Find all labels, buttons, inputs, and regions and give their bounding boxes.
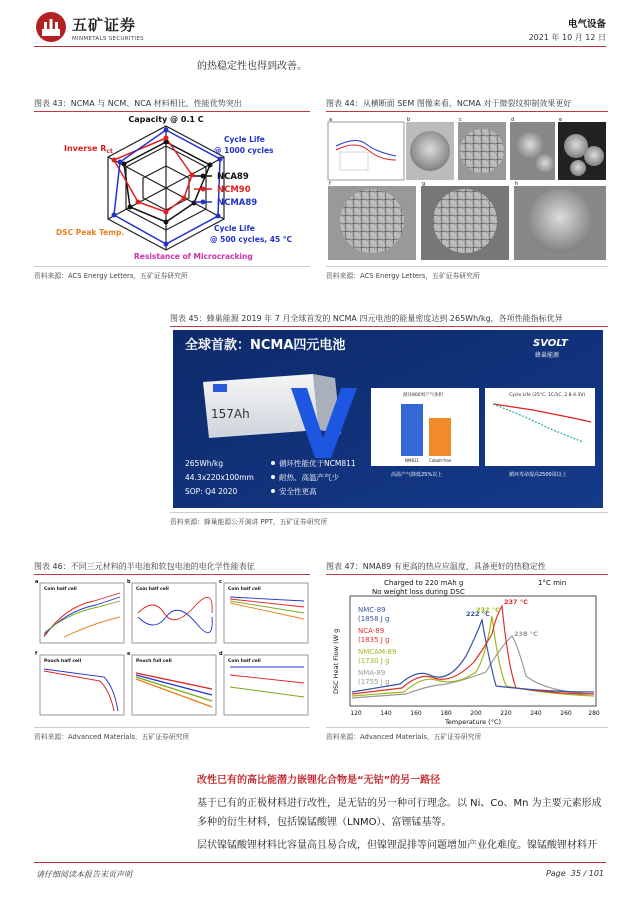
svg-text:f: f <box>35 651 38 657</box>
svg-text:232 °C: 232 °C <box>476 606 500 614</box>
svg-text:No weight loss during DSC: No weight loss during DSC <box>372 588 465 596</box>
svg-text:Temperature (°C): Temperature (°C) <box>444 718 502 726</box>
svg-text:NM811: NM811 <box>405 458 420 463</box>
fig45-caption: 图表 45：蜂巢能源 2019 年 7 月全球首发的 NCMA 四元电池的能量密度达到 265Wh/kg，各项性能指标优异 <box>170 314 563 323</box>
svg-text:222 °C: 222 °C <box>466 610 490 618</box>
svg-text:(1730 J g: (1730 J g <box>358 657 390 665</box>
footer-disclaimer: 请仔细阅读本报告末页声明 <box>36 870 132 879</box>
company-logo <box>34 10 68 44</box>
svg-text:NMA-89: NMA-89 <box>358 669 386 677</box>
svg-text:Pouch half cell: Pouch half cell <box>44 659 82 664</box>
axis-cycle-life-1000a: Cycle Life <box>224 135 265 144</box>
para1-line1: 基于已有的正极材料进行改性，是无钴的另一种可行理念。以 Ni、Co、Mn 为主要元素形成 <box>197 798 602 809</box>
svg-text:238 °C: 238 °C <box>514 630 538 638</box>
fig44-sem-images <box>326 116 608 262</box>
brand-name: 五矿证券 <box>72 16 137 34</box>
svg-text:循环寿命提高2500周以上: 循环寿命提高2500周以上 <box>509 472 567 478</box>
axis-microcracking: Resistance of Microcracking <box>134 252 253 261</box>
svg-text:NMC-89: NMC-89 <box>358 606 386 614</box>
svg-text:Cycle Life (25°C, 1C/1C, 2.8-4: Cycle Life (25°C, 1C/1C, 2.8-4.3V) <box>509 393 586 398</box>
para2-line1: 层状镍锰酸锂材料比容量高且易合成，但镍锂混排等问题增加产业化难度。镍锰酸锂材料开 <box>197 840 597 851</box>
svg-text:Coin half cell: Coin half cell <box>228 659 261 664</box>
page-number: Page 35 / 101 <box>545 869 604 878</box>
svg-text:NCA-89: NCA-89 <box>358 627 385 635</box>
svg-text:140: 140 <box>380 710 392 717</box>
svg-text:(1835 J g: (1835 J g <box>358 636 390 644</box>
svg-text:c: c <box>459 117 462 123</box>
svg-text:DSC Heat Flow (W g: DSC Heat Flow (W g <box>332 628 340 694</box>
fig45-slide <box>173 330 603 508</box>
fig46-caption: 图表 46：不同三元材料的半电池和软包电池的电化学性能表征 <box>34 562 255 571</box>
svg-text:e: e <box>127 651 131 657</box>
axis-dsc-peak: DSC Peak Temp. <box>56 228 125 237</box>
svg-text:g: g <box>422 181 426 187</box>
fig45-caption-line <box>170 326 608 327</box>
axis-capacity: Capacity @ 0.1 C <box>128 115 204 124</box>
svg-text:NCA89: NCA89 <box>217 172 249 182</box>
axis-inverse-rct: Inverse $R_{ct}$ <box>64 144 113 155</box>
axis-cycle-life-500b: @ 500 cycles, 45 °C <box>210 235 293 244</box>
fig47-caption: 图表 47：NMA89 有更高的热应应温度，具备更好的热稳定性 <box>326 562 546 571</box>
svg-text:耐热、高温产气少: 耐热、高温产气少 <box>279 473 339 482</box>
svg-text:b: b <box>127 579 131 585</box>
fig43-legend <box>194 172 257 208</box>
fig47-source-line <box>326 727 608 728</box>
fig45-source: 资料来源：蜂巢能源公开演讲 PPT，五矿证券研究所 <box>170 518 328 526</box>
para1-line2: 多种的衍生材料，包括镍锰酸锂（LNMO）、富锂锰基等。 <box>197 817 452 828</box>
svg-text:160: 160 <box>410 710 422 717</box>
axis-cycle-life-500a: Cycle Life <box>214 224 255 233</box>
svolt-cn: 蜂巢能源 <box>535 352 560 359</box>
fig46-source-line <box>34 727 310 728</box>
svg-text:240: 240 <box>530 710 542 717</box>
fig47-caption-line <box>326 574 608 575</box>
report-date: 2021 年 10 月 12 日 <box>528 33 606 42</box>
fig43-radar-chart <box>34 112 312 262</box>
svg-text:180: 180 <box>440 710 452 717</box>
footer-divider <box>34 862 606 863</box>
svg-text:NMCAM-89: NMCAM-89 <box>358 648 397 656</box>
cell-capacity: 157Ah <box>211 407 250 421</box>
svg-text:260: 260 <box>560 710 572 717</box>
svg-text:120: 120 <box>350 710 362 717</box>
svg-text:Coin half cell: Coin half cell <box>44 587 77 592</box>
svg-text:安全性更高: 安全性更高 <box>279 487 317 496</box>
slide-title: 全球首款：NCMA四元电池 <box>185 338 346 353</box>
svg-text:237 °C: 237 °C <box>504 598 528 606</box>
svg-text:e: e <box>559 117 563 123</box>
body-paragraph-2 <box>197 836 609 855</box>
brand-english: MINMETALS SECURITIES <box>72 36 144 42</box>
svg-text:a: a <box>329 117 333 123</box>
svg-text:Charged to 220 mAh g: Charged to 220 mAh g <box>384 579 464 587</box>
fig45-source-line <box>170 512 608 513</box>
svg-text:f: f <box>329 181 331 187</box>
section-title: 改性已有的高比能潜力嵌锂化合物是“无钴”的另一路径 <box>197 775 441 786</box>
body-paragraph-1 <box>197 794 609 832</box>
svg-text:200: 200 <box>470 710 482 717</box>
svg-text:d: d <box>219 651 223 657</box>
svg-text:(1755 J g: (1755 J g <box>358 678 390 686</box>
header-divider <box>34 46 606 47</box>
svg-text:高温产气降低25%以上: 高温产气降低25%以上 <box>391 472 443 478</box>
fig44-caption: 图表 44：从横断面 SEM 图像来看，NCMA 对于微裂纹抑制效果更好 <box>326 99 572 108</box>
fig47-dsc-chart <box>326 576 608 726</box>
fig47-source: 资料来源：Advanced Materials，五矿证券研究所 <box>326 733 482 741</box>
svg-text:NCM90: NCM90 <box>217 185 251 195</box>
svg-text:循环800周产气体积: 循环800周产气体积 <box>403 393 444 398</box>
svg-text:循环性能优于NCM811: 循环性能优于NCM811 <box>279 459 356 468</box>
fig44-source-line <box>326 266 608 267</box>
svg-text:Cobalt-free: Cobalt-free <box>429 458 452 463</box>
intro-line: 的热稳定性也得到改善。 <box>197 61 307 72</box>
svg-text:b: b <box>407 117 411 123</box>
sector-label: 电气设备 <box>567 19 606 30</box>
svg-text:Coin half cell: Coin half cell <box>228 587 261 592</box>
svg-text:1°C min: 1°C min <box>538 579 567 587</box>
svg-text:Pouch full cell: Pouch full cell <box>136 659 172 664</box>
axis-cycle-life-1000b: @ 1000 cycles <box>214 146 274 155</box>
svg-text:(1858 J g: (1858 J g <box>358 615 390 623</box>
fig43-caption: 图表 43：NCMA 与 NCM、NCA 材料相比，性能优势突出 <box>34 99 242 108</box>
svg-text:280: 280 <box>588 710 600 717</box>
fig46-source: 资料来源：Advanced Materials，五矿证券研究所 <box>34 733 190 741</box>
svg-text:NCMA89: NCMA89 <box>217 198 258 208</box>
svg-text:a: a <box>35 579 39 585</box>
svg-text:c: c <box>219 579 222 585</box>
svg-text:h: h <box>515 181 519 187</box>
fig44-source: 资料来源：ACS Energy Letters，五矿证券研究所 <box>326 272 480 280</box>
fig46-caption-line <box>34 574 310 575</box>
fig43-source: 资料来源：ACS Energy Letters，五矿证券研究所 <box>34 272 188 280</box>
fig43-source-line <box>34 266 310 267</box>
svg-text:Coin half cell: Coin half cell <box>136 587 169 592</box>
svg-text:220: 220 <box>500 710 512 717</box>
fig46-electrochem-panels <box>34 577 312 723</box>
svg-text:265Wh/kg: 265Wh/kg <box>185 459 224 468</box>
svg-text:SOP: Q4 2020: SOP: Q4 2020 <box>185 487 238 496</box>
svolt-logo: SVOLT <box>533 338 568 349</box>
svg-text:44.3x220x100mm: 44.3x220x100mm <box>185 473 254 482</box>
svg-text:d: d <box>511 117 515 123</box>
fig44-caption-line <box>326 111 608 112</box>
